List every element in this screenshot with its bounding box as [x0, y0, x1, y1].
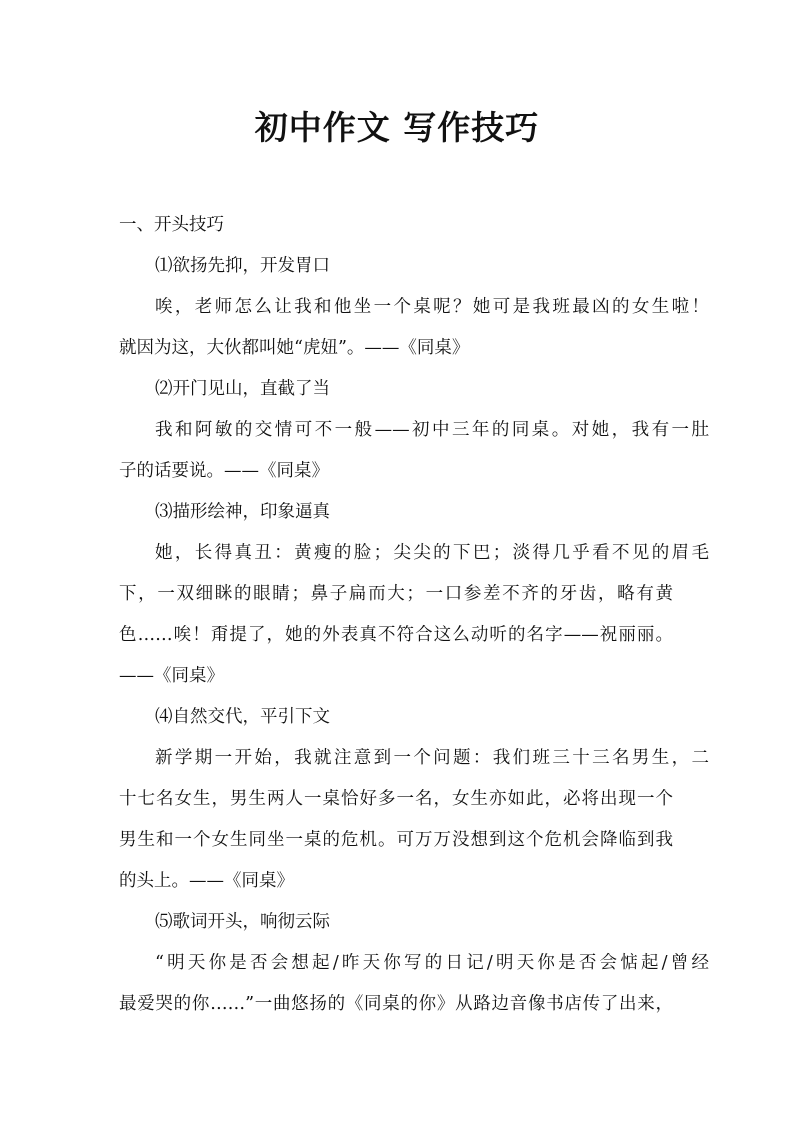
paragraph-line: ——《同桌》 — [119, 666, 224, 686]
section-heading: 一、开头技巧 — [119, 215, 224, 235]
paragraph-line: 就因为这，大伙都叫她“虎妞”。——《同桌》 — [119, 338, 470, 358]
paragraph-line: 最爱哭的你……”一曲悠扬的《同桌的你》从路边音像书店传了出来， — [119, 994, 673, 1014]
paragraph-line: 她，长得真丑：黄瘦的脸；尖尖的下巴；淡得几乎看不见的眉毛 — [155, 543, 709, 563]
paragraph-line: 色……唉！甭提了，她的外表真不符合这么动听的名字——祝丽丽。 — [119, 625, 673, 645]
paragraph-line: 男生和一个女生同坐一桌的危机。可万万没想到这个危机会降临到我 — [119, 830, 673, 850]
paragraph-line: 新学期一开始，我就注意到一个问题：我们班三十三名男生，二 — [155, 748, 709, 768]
subheading: ⑸歌词开头，响彻云际 — [155, 912, 330, 932]
paragraph-line: 子的话要说。——《同桌》 — [119, 461, 329, 481]
subheading: ⑶描形绘神，印象逼真 — [155, 502, 330, 522]
paragraph-line: 的头上。——《同桌》 — [119, 871, 294, 891]
document-body — [119, 205, 709, 1025]
paragraph-line: 十七名女生，男生两人一桌恰好多一名，女生亦如此，必将出现一个 — [119, 789, 673, 809]
paragraph-line: “明天你是否会想起/昨天你写的日记/明天你是否会惦起/曾经 — [155, 953, 709, 973]
paragraph-line: 唉，老师怎么让我和他坐一个桌呢？她可是我班最凶的女生啦！ — [155, 297, 709, 317]
paragraph-line: 我和阿敏的交情可不一般——初中三年的同桌。对她，我有一肚 — [155, 420, 709, 440]
paragraph-line: 下，一双细眯的眼睛；鼻子扁而大；一口参差不齐的牙齿，略有黄 — [119, 584, 673, 604]
document-title: 初中作文 写作技巧 — [254, 108, 540, 147]
subheading: ⑴欲扬先抑，开发胃口 — [155, 256, 330, 276]
subheading: ⑵开门见山，直截了当 — [155, 379, 330, 399]
subheading: ⑷自然交代，平引下文 — [155, 707, 330, 727]
